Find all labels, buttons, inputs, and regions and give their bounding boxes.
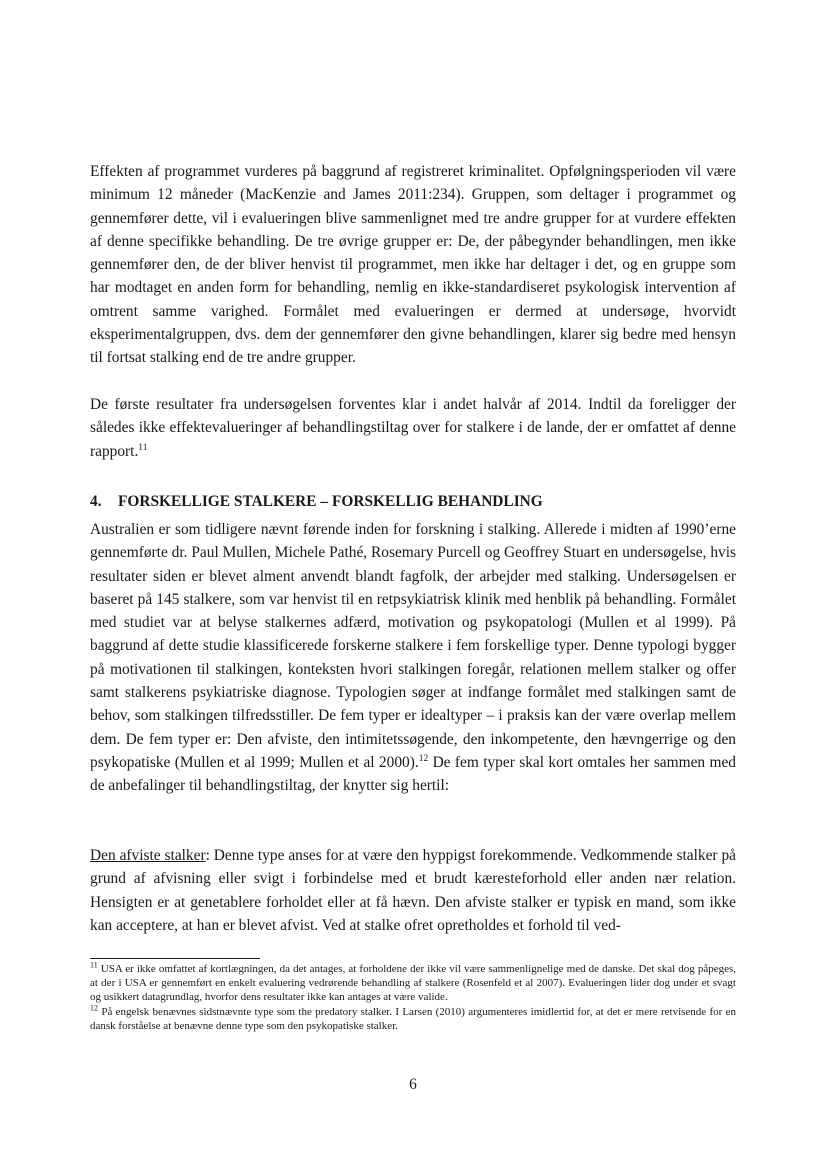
footnote-divider	[90, 958, 260, 959]
footnotes	[90, 962, 736, 1033]
section-heading	[90, 490, 736, 513]
paragraph-typology	[90, 518, 736, 798]
paragraph-typology-text-continued: De fem typer skal kort omtales her sammen med de anbefalinger til behandlingstiltag, der knytter sig hertil:	[90, 753, 736, 795]
footnote-12-text: På engelsk benævnes sidstnævnte type som the predatory stalker. I Larsen (2010) argumenteres imidlertid for, at det er mere retvisende for en dansk forståelse at benævne denne type som den psykopatiske stalker.	[90, 1005, 737, 1032]
footnote-12-number: 12	[90, 1002, 98, 1012]
footnote-11-number: 11	[90, 960, 98, 970]
section-number: 4.	[90, 493, 102, 510]
footnote-ref-12[interactable]: 12	[418, 753, 429, 764]
footnote-11	[90, 962, 736, 1005]
section-title: FORSKELLIGE STALKERE – FORSKELLIG BEHANDLING	[118, 493, 543, 510]
rejected-stalker-text: : Denne type anses for at være den hyppigst forekommende. Vedkommende stalker på grund af afvisning eller svigt i forbindelse med et brudt kæresteforhold eller anden nær relation. Hensigten er at genetablere forholdet eller at få hævn. Den afviste stalker er typisk en mand, som ikke kan acceptere, at han er blevet afvist. Ved at stalke ofret opretholdes et forhold til ved-	[90, 847, 736, 934]
footnote-12	[90, 1002, 737, 1033]
paragraph-results-text: De første resultater fra undersøgelsen forventes klar i andet halvår af 2014. Indtil da foreligger der således ikke effektevalueringer af behandlingstiltag over for stalkere i de lande, der er omfattet af denne rapport.	[90, 396, 736, 460]
paragraph-evaluation	[90, 160, 736, 370]
footnote-ref-11[interactable]: 11	[138, 442, 148, 453]
footnote-11-text: USA er ikke omfattet af kortlægningen, da det antages, at forholdene der ikke vil være sammenlignelige med de danske. Det skal dog påpeges, at der i USA er gennemført en enkelt evaluering vedrørende behandling af stalkere (Rosenfeld et al 2007). Evalueringen lider dog under et svagt og usikkert datagrundlag, hvorfor dens resultater ikke kan antages at være valide.	[90, 963, 736, 1004]
page-number: 6	[409, 1076, 417, 1093]
rejected-stalker-label: Den afviste stalker	[90, 847, 206, 864]
paragraph-evaluation-text: Effekten af programmet vurderes på baggrund af registreret kriminalitet. Opfølgningsperioden vil være minimum 12 måneder (MacKenzie and James 2011:234). Gruppen, som deltager i programmet og gennemfører dette, vil i evalueringen blive sammenlignet med tre andre grupper for at vurdere effekten af denne specifikke behandling. De tre øvrige grupper er: De, der påbegynder behandlingen, men ikke gennemfører den, de der bliver henvist til programmet, men ikke har deltager i det, og en gruppe som har modtaget en anden form for behandling, nemlig en ikke-standardiseret psykologisk intervention af omtrent samme varighed. Formålet med evalueringen er dermed at undersøge, hvorvidt eksperimentalgruppen, dvs. dem der gennemfører den givne behandlingen, klarer sig bedre med hensyn til fortsat stalking end de tre andre grupper.	[90, 163, 736, 367]
paragraph-rejected-stalker	[90, 844, 736, 937]
paragraph-typology-text: Australien er som tidligere nævnt førende inden for forskning i stalking. Allerede i midten af 1990’erne gennemførte dr. Paul Mullen, Michele Pathé, Rosemary Purcell og Geoffrey Stuart en undersøgelse, hvis resultater siden er blevet alment anvendt blandt fagfolk, der arbejder med stalking. Undersøgelsen er baseret på 145 stalkere, som var henvist til en retpsykiatrisk klinik med henblik på behandling. Formålet med studiet var at belyse stalkernes adfærd, motivation og psykopatologi (Mullen et al 1999). På baggrund af dette studie klassificerede forskerne stalkere i fem forskellige typer. Denne typologi bygger på motivationen til stalkingen, konteksten hvori stalkingen foregår, relationen mellem stalker og offer samt stalkerens psykiatriske diagnose. Typologien søger at indfange formålet med stalkingen samt de behov, som stalkingen tilfredsstiller. De fem typer er idealtyper – i praksis kan der være overlap mellem dem. De fem typer er: Den afviste, den intimitetssøgende, den inkompetente, den hævngerrige og den psykopatiske (Mullen et al 1999; Mullen et al 2000).	[90, 521, 736, 771]
paragraph-results	[90, 393, 736, 463]
